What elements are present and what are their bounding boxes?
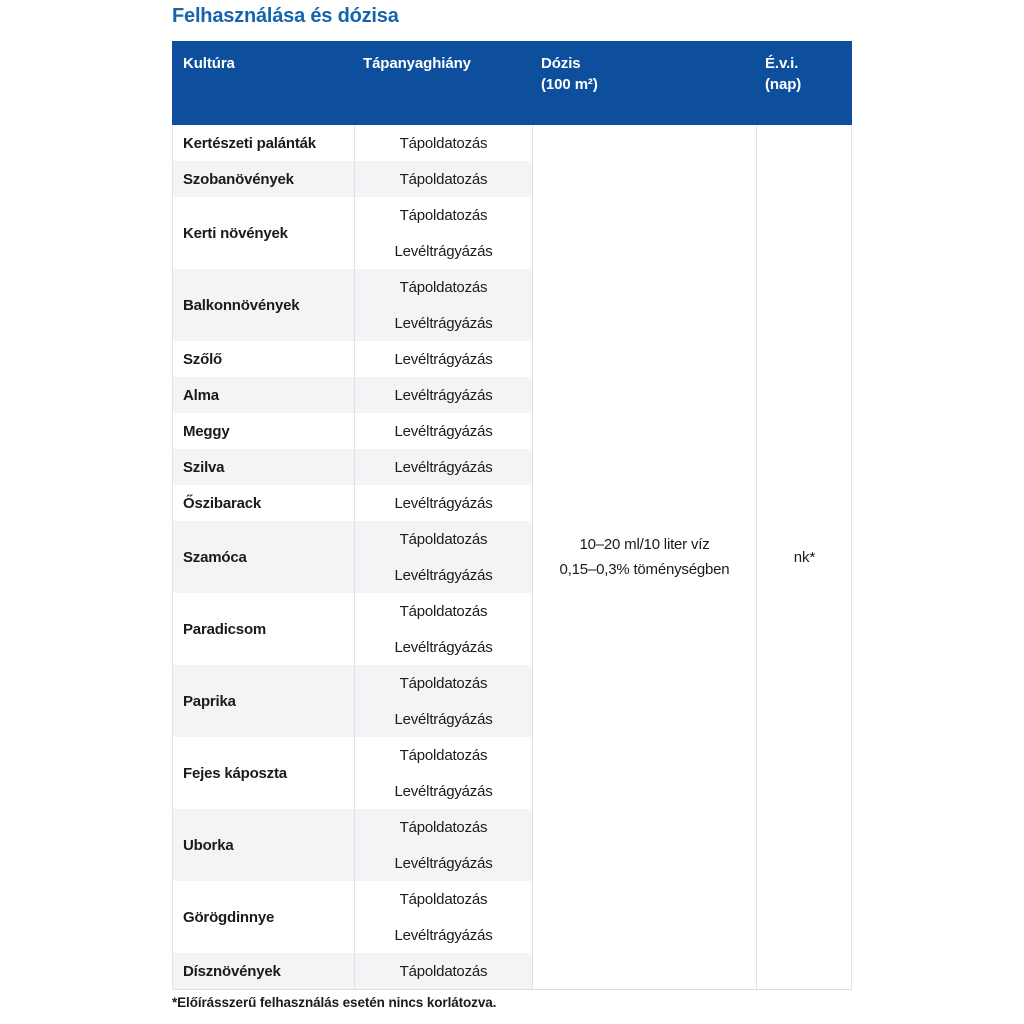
method-label: Levéltrágyázás xyxy=(394,422,493,440)
culture-label: Paprika xyxy=(183,692,236,710)
method-label: Levéltrágyázás xyxy=(394,350,493,368)
culture-cell xyxy=(172,881,355,953)
method-label: Tápoldatozás xyxy=(399,530,488,548)
culture-label: Paradicsom xyxy=(183,620,267,638)
method-cell xyxy=(355,485,533,521)
method-cell xyxy=(355,341,533,377)
evi-cell xyxy=(757,125,852,989)
culture-cell xyxy=(172,485,355,521)
method-label: Levéltrágyázás xyxy=(394,242,493,260)
header-label: É.v.i. xyxy=(765,55,799,72)
culture-cell xyxy=(172,593,355,665)
method-cell xyxy=(355,881,533,953)
culture-label: Szőlő xyxy=(183,350,222,368)
evi-value: nk* xyxy=(793,548,816,566)
method-cell xyxy=(355,449,533,485)
method-cell xyxy=(355,161,533,197)
culture-cell xyxy=(172,449,355,485)
table-left-border xyxy=(172,125,173,989)
method-label: Tápoldatozás xyxy=(399,134,488,152)
culture-label: Fejes káposzta xyxy=(183,764,287,782)
culture-cell xyxy=(172,269,355,341)
method-label: Levéltrágyázás xyxy=(394,926,493,944)
method-label: Tápoldatozás xyxy=(399,890,488,908)
method-label: Levéltrágyázás xyxy=(394,314,493,332)
culture-cell xyxy=(172,197,355,269)
culture-cell xyxy=(172,413,355,449)
dose-cell xyxy=(533,125,757,989)
method-label: Levéltrágyázás xyxy=(394,386,493,404)
method-cell xyxy=(355,197,533,269)
method-label: Tápoldatozás xyxy=(399,818,488,836)
culture-cell xyxy=(172,125,355,161)
method-label: Tápoldatozás xyxy=(399,170,488,188)
method-cell xyxy=(355,377,533,413)
culture-label: Szobanövények xyxy=(183,170,294,188)
method-label: Tápoldatozás xyxy=(399,602,488,620)
culture-label: Kerti növények xyxy=(183,224,288,242)
culture-cell xyxy=(172,161,355,197)
method-cell xyxy=(355,593,533,665)
method-label: Tápoldatozás xyxy=(399,674,488,692)
header-sublabel: (nap) xyxy=(765,76,802,93)
header-label: Kultúra xyxy=(183,55,235,72)
culture-cell xyxy=(172,809,355,881)
method-cell xyxy=(355,125,533,161)
culture-label: Görögdinnye xyxy=(183,908,275,926)
header-sublabel: (100 m²) xyxy=(541,76,598,93)
culture-label: Uborka xyxy=(183,836,234,854)
culture-cell xyxy=(172,665,355,737)
method-label: Levéltrágyázás xyxy=(394,638,493,656)
method-label: Levéltrágyázás xyxy=(394,782,493,800)
culture-label: Kertészeti palánták xyxy=(183,134,316,152)
method-label: Tápoldatozás xyxy=(399,278,488,296)
table-right-border xyxy=(851,125,852,989)
method-cell xyxy=(355,269,533,341)
culture-label: Szilva xyxy=(183,458,225,476)
method-cell xyxy=(355,665,533,737)
culture-label: Őszibarack xyxy=(183,494,262,512)
method-cell xyxy=(355,413,533,449)
column-header-4 xyxy=(757,41,852,125)
culture-cell xyxy=(172,341,355,377)
method-cell xyxy=(355,809,533,881)
method-label: Tápoldatozás xyxy=(399,962,488,980)
method-label: Levéltrágyázás xyxy=(394,458,493,476)
column-header-2 xyxy=(355,41,533,125)
culture-cell xyxy=(172,953,355,989)
footnote: *Előírásszerű felhasználás esetén nincs korlátozva. xyxy=(172,995,497,1010)
method-label: Levéltrágyázás xyxy=(394,566,493,584)
dose-text: 10–20 ml/10 liter víz xyxy=(579,536,710,553)
culture-cell xyxy=(172,521,355,593)
page-title: Felhasználása és dózisa xyxy=(172,5,399,27)
column-header-1 xyxy=(172,41,355,125)
culture-label: Meggy xyxy=(183,422,230,440)
method-label: Levéltrágyázás xyxy=(394,494,493,512)
culture-label: Balkonnövények xyxy=(183,296,300,314)
method-cell xyxy=(355,737,533,809)
dose-text: 0,15–0,3% töménységben xyxy=(559,561,730,578)
culture-label: Alma xyxy=(183,386,219,404)
header-label: Dózis xyxy=(541,55,581,72)
method-cell xyxy=(355,953,533,989)
method-cell xyxy=(355,521,533,593)
culture-label: Szamóca xyxy=(183,548,247,566)
method-label: Tápoldatozás xyxy=(399,206,488,224)
culture-cell xyxy=(172,377,355,413)
method-label: Tápoldatozás xyxy=(399,746,488,764)
header-label: Tápanyaghiány xyxy=(363,55,471,72)
dosage-table xyxy=(172,41,852,990)
column-header-3 xyxy=(533,41,757,125)
method-label: Levéltrágyázás xyxy=(394,710,493,728)
culture-label: Dísznövények xyxy=(183,962,281,980)
culture-cell xyxy=(172,737,355,809)
method-label: Levéltrágyázás xyxy=(394,854,493,872)
